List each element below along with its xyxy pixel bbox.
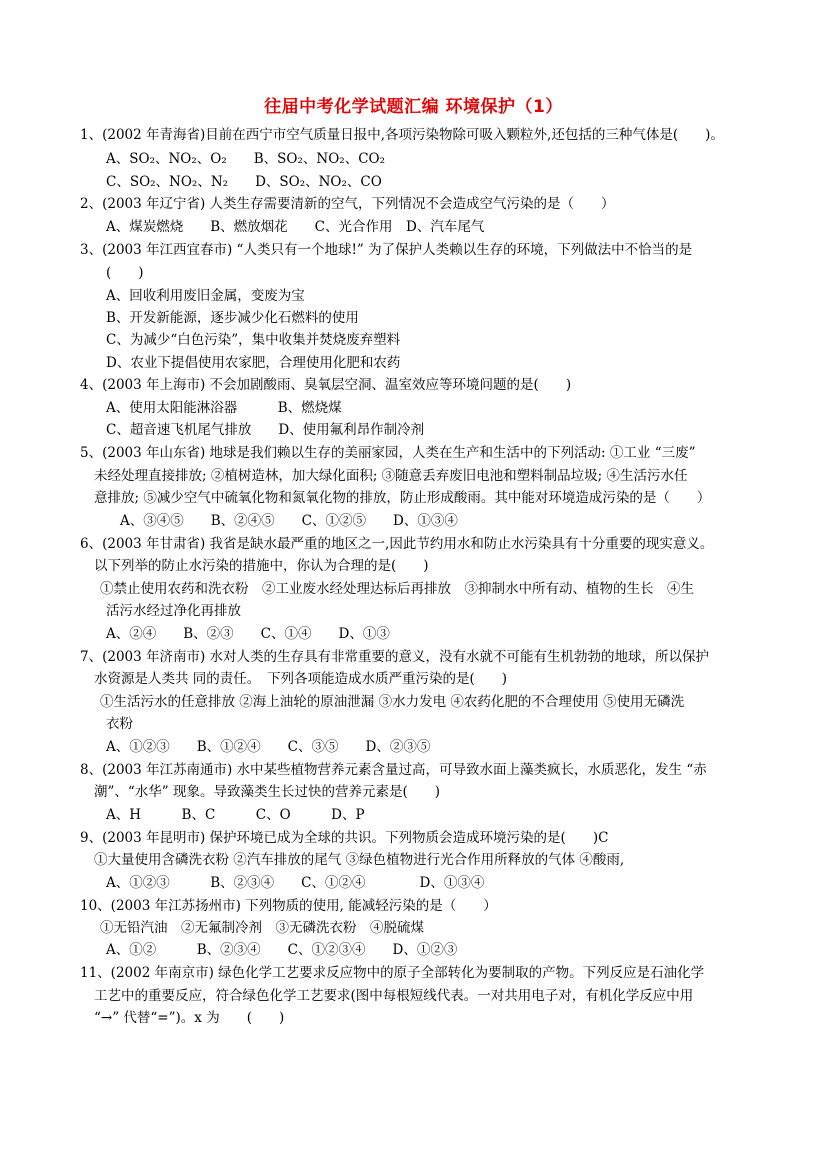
question-10-options: A、①② B、②③④ C、①②③④ D、①②③ (106, 942, 458, 958)
question-2-options: A、煤炭燃烧 B、燃放烟花 C、光合作用 D、汽车尾气 (106, 219, 485, 235)
question-5-stem-line-3: 意排放; ⑤减少空气中硫氧化物和氮氧化物的排放，防止形成酸雨。其中能对环境造成污染的是（ ） (94, 490, 711, 506)
question-4-stem: 4、(2003 年上海市) 不会加剧酸雨、臭氧层空洞、温室效应等环境问题的是( ) (80, 377, 572, 393)
question-5-stem-line-2: 未经处理直接排放; ②植树造林，加大绿化面积; ③随意丢弃废旧电池和塑料制品垃圾; ④生活污水任 (94, 468, 688, 484)
question-3-stem-line-1: 3、(2003 年江西宜春市) “人类只有一个地球!” 为了保护人类赖以生存的环境，下列做法中不恰当的是 (80, 242, 693, 258)
question-6-items-line-1: ①禁止使用农药和洗衣粉 ②工业废水经处理达标后再排放 ③抑制水中所有动、植物的生长 ④生 (100, 581, 694, 597)
question-11-stem-line-1: 11、(2002 年南京市) 绿色化学工艺要求反应物中的原子全部转化为要制取的产物。下列反应是石油化学 (80, 965, 705, 981)
question-4-options-row-2: C、超音速飞机尾气排放 D、使用氟利昂作制冷剂 (106, 422, 425, 438)
question-1-options-row-2: C、SO₂、NO₂、N₂ D、SO₂、NO₂、CO (106, 174, 382, 190)
question-9-options: A、①②③ B、②③④ C、①②④ D、①③④ (106, 875, 485, 891)
question-3-option-d: D、农业下提倡使用农家肥，合理使用化肥和农药 (106, 355, 401, 371)
question-3-option-b: B、开发新能源，逐步减少化石燃料的使用 (106, 310, 359, 326)
question-3-option-c: C、为减少“白色污染”，集中收集并焚烧废弃塑料 (106, 332, 401, 348)
question-2-stem: 2、(2003 年辽宁省) 人类生存需要清新的空气，下列情况不会造成空气污染的是（ ） (80, 196, 615, 212)
question-8-stem-line-2: 潮”、“水华” 现象。导致藻类生长过快的营养元素是( ) (94, 784, 441, 800)
question-9-items: ①大量使用含磷洗衣粉 ②汽车排放的尾气 ③绿色植物进行光合作用所释放的气体 ④酸雨, (94, 852, 625, 868)
question-6-items-line-2: 活污水经过净化再排放 (106, 603, 241, 619)
question-7-stem-line-1: 7、(2003 年济南市) 水对人类的生存具有非常重要的意义，没有水就不可能有生机勃勃的地球，所以保护 (80, 649, 710, 665)
question-4-options-row-1: A、使用太阳能淋浴器 B、燃烧煤 (106, 400, 342, 416)
question-7-stem-line-2: 水资源是人类共 同的责任。 下列各项能造成水质严重污染的是( ) (94, 671, 508, 687)
question-3-option-a: A、回收利用废旧金属，变废为宝 (106, 288, 305, 304)
question-5-stem-line-1: 5、(2003 年山东省) 地球是我们赖以生存的美丽家园，人类在生产和生活中的下列活动: ①工业 “三废” (80, 445, 696, 461)
question-10-items: ①无铅汽油 ②无氟制冷剂 ③无磷洗衣粉 ④脱硫煤 (100, 920, 424, 936)
question-9-stem: 9、(2003 年昆明市) 保护环境已成为全球的共识。下列物质会造成环境污染的是( )C (80, 830, 609, 846)
question-6-stem-line-1: 6、(2003 年甘肃省) 我省是缺水最严重的地区之一,因此节约用水和防止水污染具有十分重要的现实意义。 (80, 536, 714, 552)
question-10-stem: 10、(2003 年江苏扬州市) 下列物质的使用, 能减轻污染的是（ ） (80, 898, 497, 914)
question-7-items-line-2: 衣粉 (106, 716, 133, 732)
question-3-stem-line-2: ( ) (106, 265, 144, 281)
question-11-stem-line-3: “→” 代替“=”)。x 为 ( ) (94, 1010, 285, 1026)
question-1-options-row-1: A、SO₂、NO₂、O₂ B、SO₂、NO₂、CO₂ (106, 151, 385, 167)
question-5-options: A、③④⑤ B、②④⑤ C、①②⑤ D、①③④ (120, 513, 458, 529)
question-8-options: A、H B、C C、O D、P (106, 807, 365, 823)
question-11-stem-line-2: 工艺中的重要反应，符合绿色化学工艺要求(图中每根短线代表。一对共用电子对，有机化学反应中用 (94, 988, 694, 1004)
question-8-stem-line-1: 8、(2003 年江苏南通市) 水中某些植物营养元素含量过高，可导致水面上藻类疯长，水质恶化，发生 “赤 (80, 762, 707, 778)
question-7-items-line-1: ①生活污水的任意排放 ②海上油轮的原油泄漏 ③水力发电 ④农药化肥的不合理使用 ⑤使用无磷洗 (100, 694, 685, 710)
question-7-options: A、①②③ B、①②④ C、③⑤ D、②③⑤ (106, 739, 431, 755)
page-title: 往届中考化学试题汇编 环境保护（1） (264, 97, 563, 117)
question-1-stem: 1、(2002 年青海省)目前在西宁市空气质量日报中,各项污染物除可吸入颗粒外,还包括的三种气体是( )。 (80, 127, 724, 143)
question-6-stem-line-2: 以下列举的防止水污染的措施中，你认为合理的是( ) (94, 558, 429, 574)
question-6-options: A、②④ B、②③ C、①④ D、①③ (106, 626, 390, 642)
